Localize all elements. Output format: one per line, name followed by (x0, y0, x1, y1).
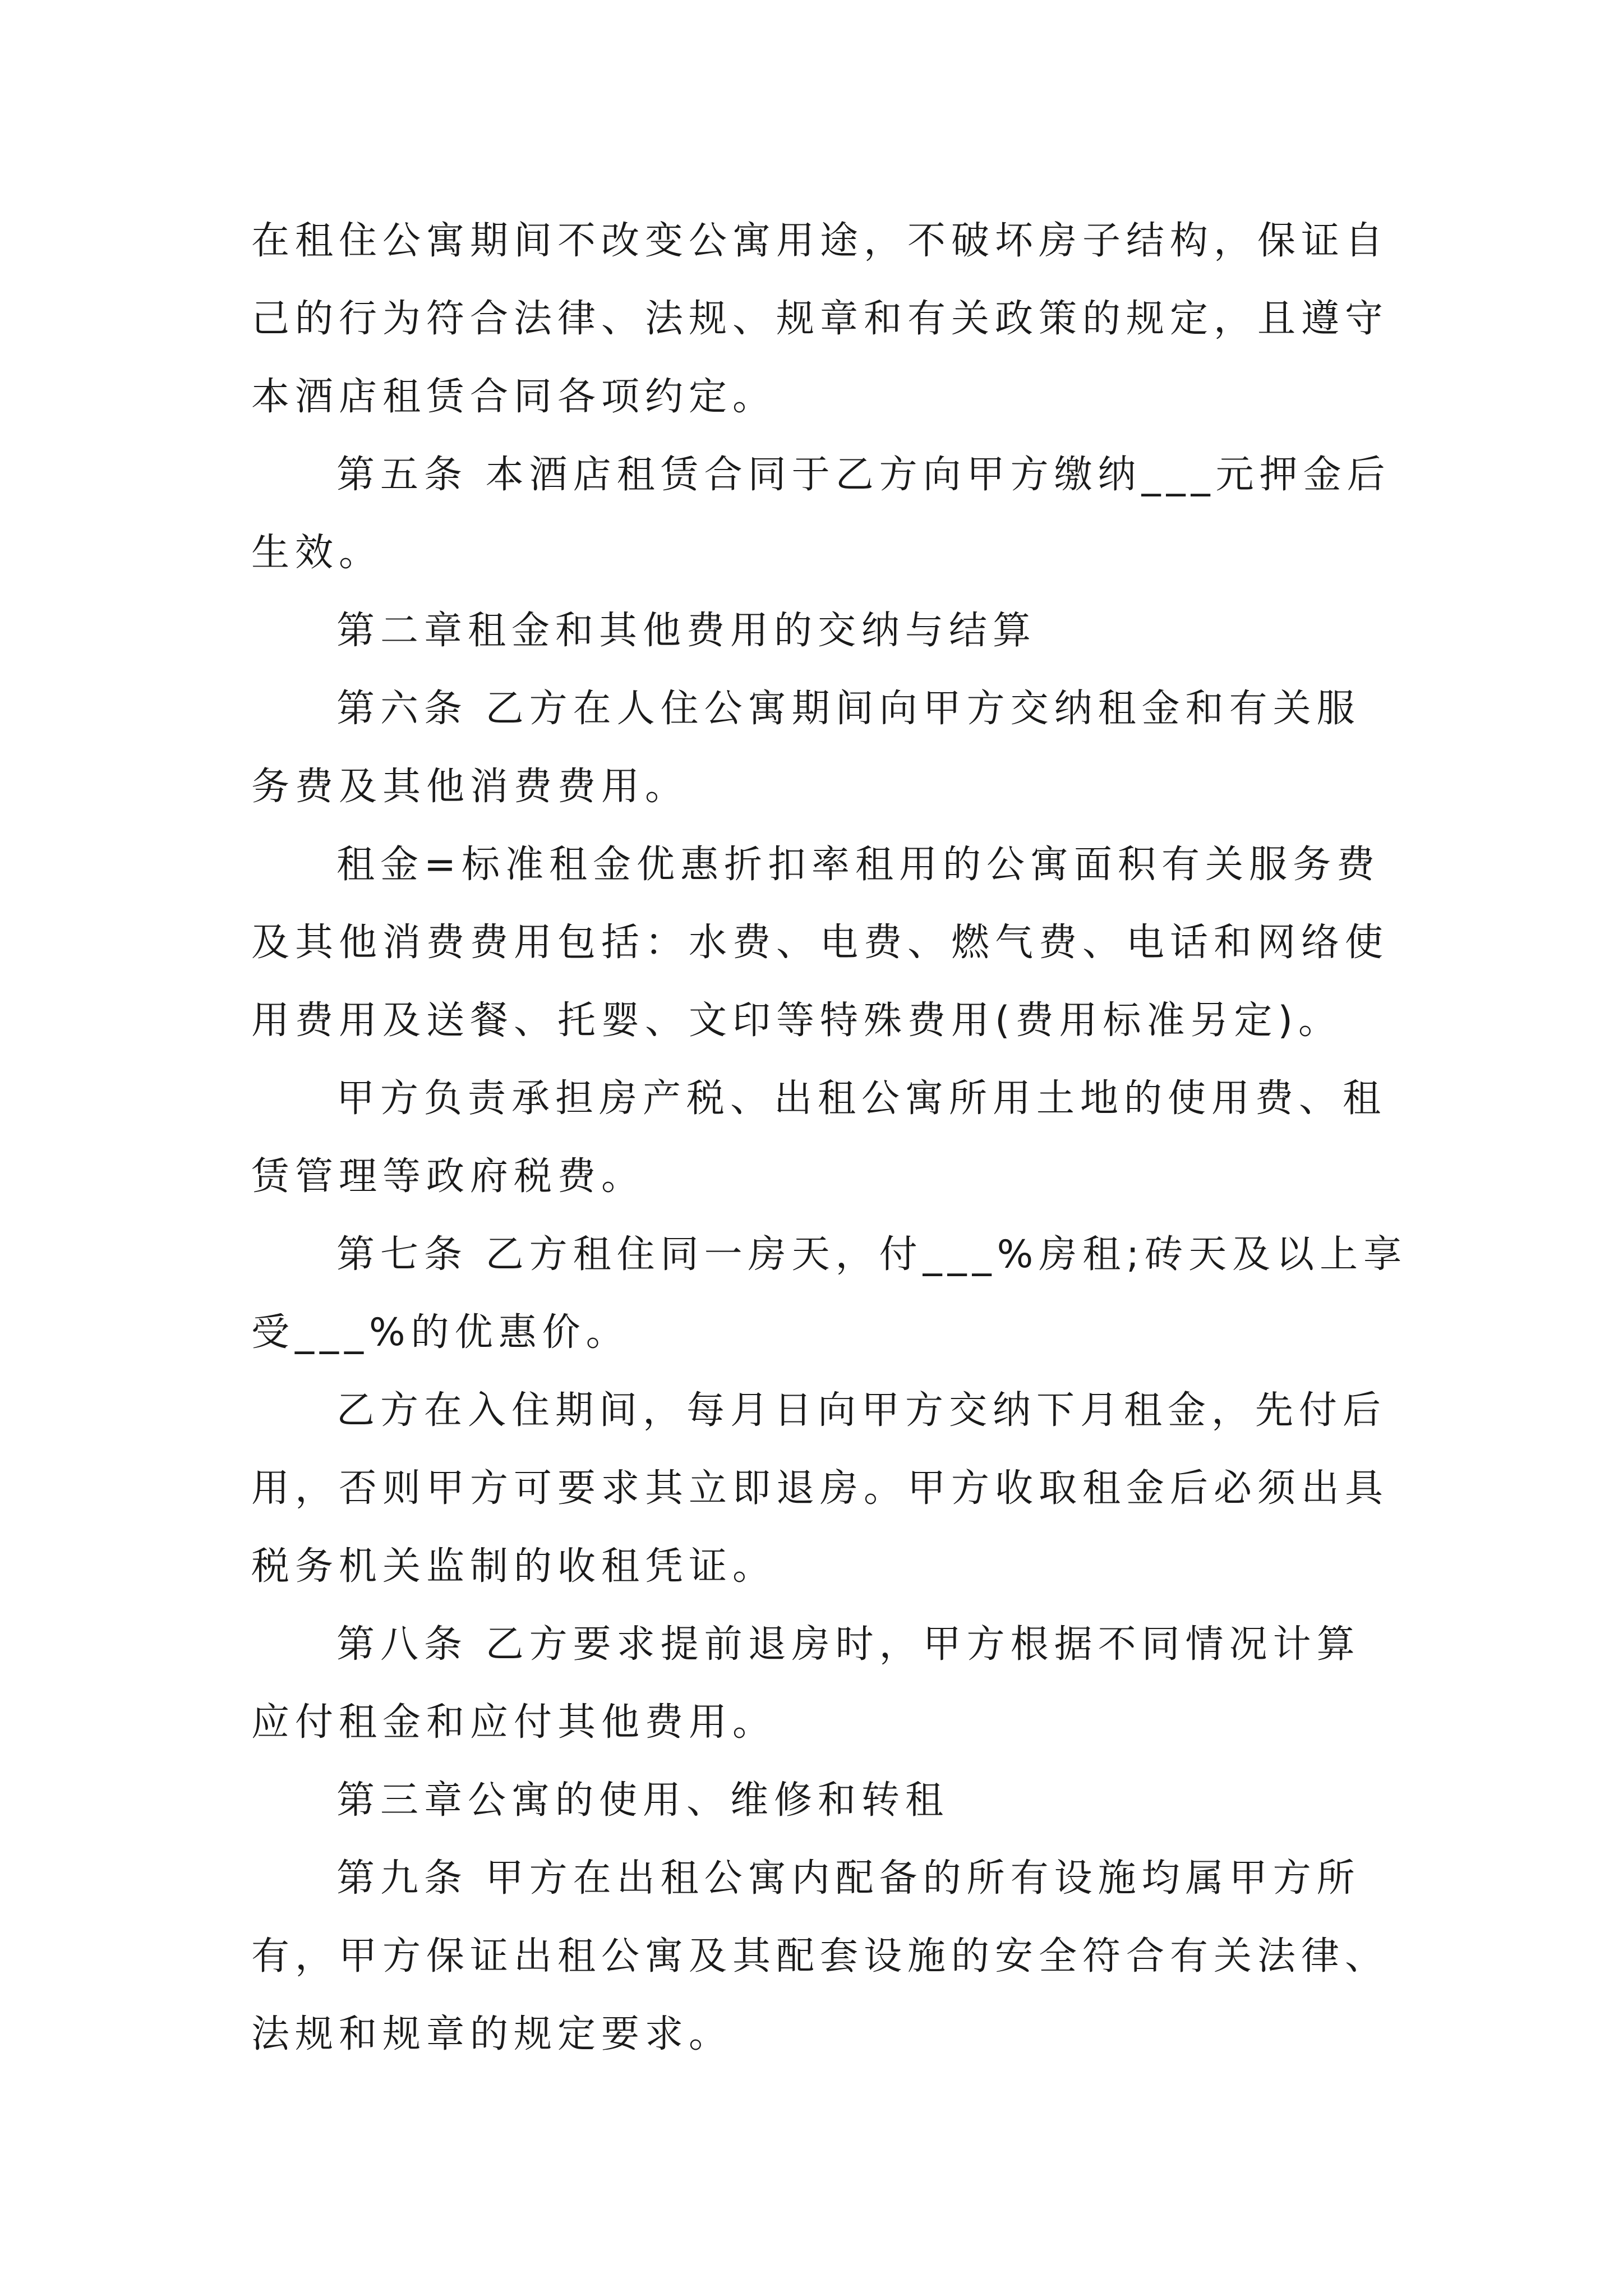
text-line: 第九条 甲方在出租公寓内配备的所有设施均属甲方所 (336, 1856, 1361, 1901)
text-line: 乙方在入住期间，每月日向甲方交纳下月租金，先付后 (336, 1388, 1387, 1433)
text-line: 在租住公寓期间不改变公寓用途，不破坏房子结构，保证自 (251, 219, 1389, 263)
text-line: 应付租金和应付其他费用。 (251, 1700, 777, 1745)
text-line: 受___%的优惠价。 (251, 1310, 630, 1355)
text-line: 有，甲方保证出租公寓及其配套设施的安全符合有关法律、 (251, 1934, 1389, 1978)
text-line: 第六条 乙方在人住公寓期间向甲方交纳租金和有关服 (336, 687, 1361, 731)
text-line: 本酒店租赁合同各项约定。 (251, 375, 777, 419)
text-line: 税务机关监制的收租凭证。 (251, 1544, 777, 1589)
text-line: 用费用及送餐、托婴、文印等特殊费用(费用标准另定)。 (251, 999, 1343, 1043)
text-line: 用，否则甲方可要求其立即退房。甲方收取租金后必须出具 (251, 1466, 1389, 1511)
chapter-heading: 第三章公寓的使用、维修和转租 (336, 1778, 949, 1823)
text-line: 务费及其他消费费用。 (251, 765, 689, 809)
text-line: 赁管理等政府税费。 (251, 1154, 645, 1199)
text-line: 第五条 本酒店租赁合同于乙方向甲方缴纳___元押金后 (336, 453, 1391, 497)
text-line: 己的行为符合法律、法规、规章和有关政策的规定，且遵守 (251, 297, 1389, 341)
chapter-heading: 第二章租金和其他费用的交纳与结算 (336, 609, 1037, 653)
text-line: 租金=标准租金优惠折扣率租用的公寓面积有关服务费 (336, 843, 1380, 887)
text-line: 及其他消费费用包括：水费、电费、燃气费、电话和网络使 (251, 921, 1389, 965)
text-line: 第八条 乙方要求提前退房时，甲方根据不同情况计算 (336, 1622, 1361, 1667)
text-line: 生效。 (251, 531, 383, 575)
text-line: 法规和规章的规定要求。 (251, 2012, 733, 2056)
text-line: 甲方负责承担房产税、出租公寓所用土地的使用费、租 (336, 1076, 1387, 1121)
text-line: 第七条 乙方租住同一房天，付___%房租;砖天及以上享 (336, 1232, 1408, 1277)
document-body (251, 202, 1408, 2073)
